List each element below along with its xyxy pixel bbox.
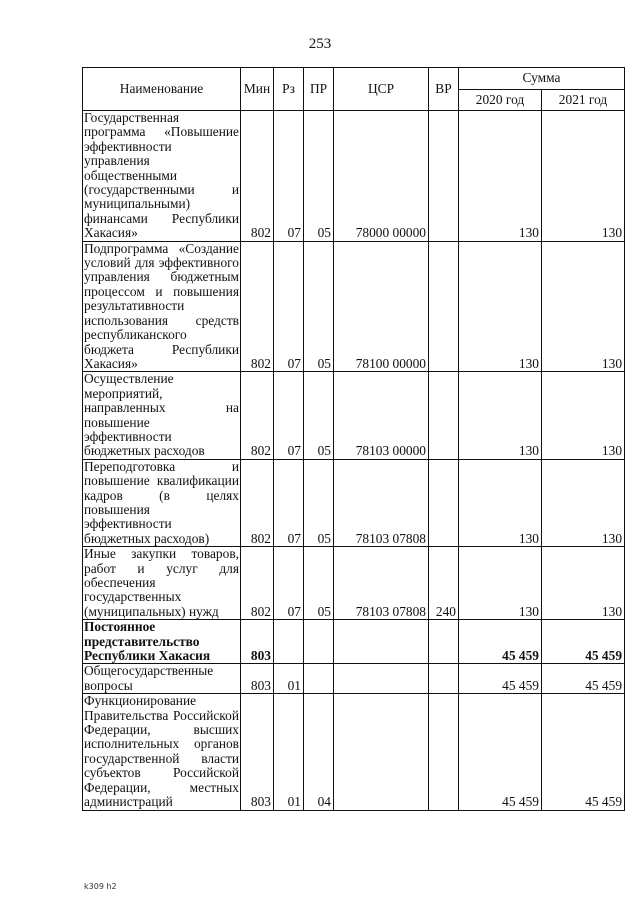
row-rz — [274, 620, 304, 664]
row-rz: 07 — [274, 241, 304, 372]
row-csr — [334, 694, 429, 810]
row-rz: 07 — [274, 459, 304, 546]
row-min: 802 — [241, 111, 274, 242]
footer-code: k309 h2 — [84, 882, 117, 891]
row-vr — [429, 459, 459, 546]
budget-table — [82, 67, 625, 811]
row-value-2020: 130 — [459, 372, 542, 459]
row-value-2021: 45 459 — [542, 664, 625, 694]
header-year-2021: 2021 год — [542, 90, 625, 111]
row-rz: 01 — [274, 664, 304, 694]
row-value-2020: 130 — [459, 459, 542, 546]
row-name: Общегосударственные вопросы — [83, 664, 241, 694]
row-csr: 78000 00000 — [334, 111, 429, 242]
table-row — [83, 111, 625, 242]
row-min: 803 — [241, 620, 274, 664]
row-value-2021: 130 — [542, 241, 625, 372]
row-csr: 78100 00000 — [334, 241, 429, 372]
row-csr — [334, 664, 429, 694]
row-min: 802 — [241, 459, 274, 546]
row-min: 802 — [241, 547, 274, 620]
row-pr: 05 — [304, 372, 334, 459]
header-rz: Рз — [274, 68, 304, 111]
row-value-2020: 130 — [459, 241, 542, 372]
row-min: 802 — [241, 372, 274, 459]
table-row — [83, 241, 625, 372]
header-vr: ВР — [429, 68, 459, 111]
row-name: Подпрограмма «Создание условий для эффективного управления бюджетным процессом и повышения результативности использования средств республиканского бюджета Республики Хакасия» — [84, 240, 239, 371]
row-pr — [304, 620, 334, 664]
row-vr: 240 — [429, 547, 459, 620]
table-row — [83, 694, 625, 810]
row-vr — [429, 664, 459, 694]
row-pr: 05 — [304, 241, 334, 372]
row-min: 803 — [241, 694, 274, 810]
row-vr — [429, 372, 459, 459]
row-value-2021: 130 — [542, 547, 625, 620]
row-value-2020: 130 — [459, 111, 542, 242]
table-header — [83, 68, 625, 111]
row-name: Функционирование Правительства Российской Федерации, высших исполнительных органов государственной власти субъектов Российской Федерации, местных администраций — [84, 693, 239, 810]
row-csr: 78103 07808 — [334, 459, 429, 546]
row-value-2020: 130 — [459, 547, 542, 620]
header-year-2020: 2020 год — [459, 90, 542, 111]
row-csr: 78103 07808 — [334, 547, 429, 620]
page-number: 253 — [308, 36, 332, 52]
row-min: 803 — [241, 664, 274, 694]
row-vr — [429, 620, 459, 664]
table-row — [83, 620, 625, 664]
row-value-2021: 130 — [542, 459, 625, 546]
row-rz: 07 — [274, 372, 304, 459]
row-value-2020: 45 459 — [459, 620, 542, 664]
row-name: Переподготовка и повышение квалификации кадров (в целях повышения эффективности бюджетных расходов) — [84, 458, 239, 546]
header-min: Мин — [241, 68, 274, 111]
row-csr — [334, 620, 429, 664]
row-value-2021: 45 459 — [542, 620, 625, 664]
row-rz: 07 — [274, 111, 304, 242]
header-pr: ПР — [304, 68, 334, 111]
row-vr — [429, 111, 459, 242]
row-vr — [429, 241, 459, 372]
row-pr: 05 — [304, 111, 334, 242]
table-row — [83, 664, 625, 694]
row-name: Осуществление мероприятий, направленных на повышение эффективности бюджетных расходов — [84, 371, 239, 459]
row-name: Иные закупки товаров, работ и услуг для обеспечения государственных (муниципальных) нужд — [84, 546, 239, 619]
table-row — [83, 547, 625, 620]
row-pr: 05 — [304, 547, 334, 620]
row-pr: 05 — [304, 459, 334, 546]
row-pr — [304, 664, 334, 694]
table-row — [83, 459, 625, 546]
header-name: Наименование — [83, 68, 241, 111]
row-value-2020: 45 459 — [459, 664, 542, 694]
table-row — [83, 372, 625, 459]
header-sum: Сумма — [459, 68, 625, 90]
row-name: Государственная программа «Повышение эффективности управления общественными (государственными и муниципальными) финансами Республики Хакасия» — [84, 110, 239, 241]
row-vr — [429, 694, 459, 810]
row-rz: 01 — [274, 694, 304, 810]
header-csr: ЦСР — [334, 68, 429, 111]
table-body — [83, 111, 625, 811]
row-csr: 78103 00000 — [334, 372, 429, 459]
row-value-2021: 45 459 — [542, 694, 625, 810]
row-value-2020: 45 459 — [459, 694, 542, 810]
row-value-2021: 130 — [542, 372, 625, 459]
row-value-2021: 130 — [542, 111, 625, 242]
row-min: 802 — [241, 241, 274, 372]
row-pr: 04 — [304, 694, 334, 810]
row-rz: 07 — [274, 547, 304, 620]
row-name: Постоянное представительство Республики Хакасия — [83, 620, 241, 664]
